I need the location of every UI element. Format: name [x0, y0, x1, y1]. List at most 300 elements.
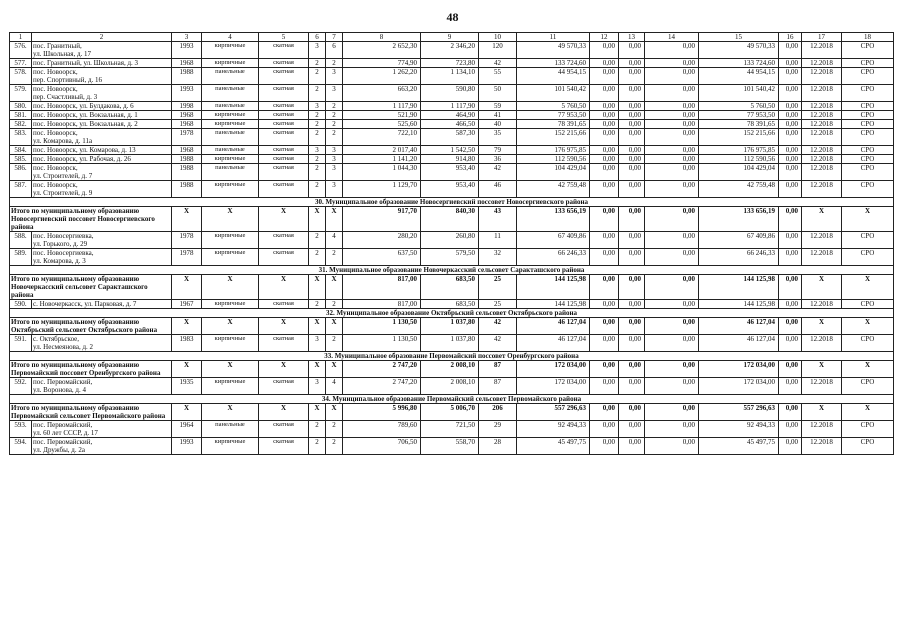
column-number-header: [10, 33, 894, 42]
table-cell: 1 130,50: [343, 335, 421, 352]
address-cell: пос. Новоорск, ул. Строителей, д. 7: [32, 164, 172, 181]
address-cell: пос. Новоорск, ул. Комарова, д. 13: [32, 146, 172, 155]
housing-register-table: [9, 32, 894, 455]
table-cell: 45 497,75: [517, 438, 590, 455]
table-cell: скатная: [259, 421, 309, 438]
table-cell: 583.: [10, 129, 32, 146]
total-cell: X: [259, 207, 309, 232]
table-cell: 590.: [10, 300, 32, 309]
table-cell: кирпичные: [202, 232, 259, 249]
address-cell: пос. Новоорск, ул. Рабочая, д. 26: [32, 155, 172, 164]
table-row: [10, 300, 894, 309]
table-row: [10, 181, 894, 198]
total-cell: 5 006,70: [421, 404, 479, 421]
column-header-cell: 12: [590, 33, 619, 42]
table-cell: 45 497,75: [699, 438, 779, 455]
table-cell: 0,00: [619, 300, 645, 309]
table-cell: 0,00: [779, 300, 802, 309]
table-cell: 0,00: [590, 102, 619, 111]
table-cell: 0,00: [619, 85, 645, 102]
table-cell: 32: [479, 249, 517, 266]
section-heading-row: [10, 352, 894, 361]
table-cell: скатная: [259, 249, 309, 266]
table-cell: 2: [309, 85, 326, 102]
table-cell: 464,90: [421, 111, 479, 120]
total-cell: X: [259, 275, 309, 300]
table-cell: 2 747,20: [343, 378, 421, 395]
table-cell: скатная: [259, 181, 309, 198]
table-cell: 1998: [172, 102, 202, 111]
table-cell: 1935: [172, 378, 202, 395]
section-heading: 33. Муниципальное образование Первомайский поссовет Оренбургского района: [10, 352, 894, 361]
table-cell: 683,50: [421, 300, 479, 309]
table-cell: 0,00: [645, 111, 699, 120]
table-cell: 1 117,90: [421, 102, 479, 111]
table-row: [10, 68, 894, 85]
total-cell: 683,50: [421, 275, 479, 300]
total-cell: 0,00: [590, 207, 619, 232]
table-cell: 112 590,56: [517, 155, 590, 164]
table-cell: 280,20: [343, 232, 421, 249]
table-cell: 101 540,42: [517, 85, 590, 102]
table-cell: 11: [479, 232, 517, 249]
address-cell: с. Октябрьское, ул. Несмеянова, д. 2: [32, 335, 172, 352]
total-cell: 5 996,80: [343, 404, 421, 421]
table-cell: 1978: [172, 249, 202, 266]
table-cell: СРО: [842, 164, 894, 181]
column-header-cell: 16: [779, 33, 802, 42]
column-header-cell: 6: [309, 33, 326, 42]
table-cell: 5 760,50: [517, 102, 590, 111]
table-cell: 0,00: [779, 232, 802, 249]
table-row: [10, 129, 894, 146]
table-cell: 3: [309, 378, 326, 395]
table-cell: 104 429,04: [517, 164, 590, 181]
table-cell: 2: [309, 421, 326, 438]
table-cell: 2: [326, 102, 343, 111]
total-label: Итого по муниципальному образованию Новосергиевский поссовет Новосергиевского района: [10, 207, 172, 232]
table-cell: скатная: [259, 120, 309, 129]
column-header-cell: 13: [619, 33, 645, 42]
table-row: [10, 155, 894, 164]
total-cell: 0,00: [619, 361, 645, 378]
total-cell: X: [172, 275, 202, 300]
table-cell: 722,10: [343, 129, 421, 146]
table-cell: 12.2018: [802, 102, 842, 111]
total-cell: 42: [479, 318, 517, 335]
table-cell: 2: [309, 59, 326, 68]
total-cell: X: [309, 404, 326, 421]
total-label: Итого по муниципальному образованию Первомайский сельсовет Первомайского района: [10, 404, 172, 421]
total-cell: X: [802, 318, 842, 335]
table-cell: 706,50: [343, 438, 421, 455]
total-cell: X: [842, 318, 894, 335]
table-cell: 3: [309, 146, 326, 155]
table-cell: 1 117,90: [343, 102, 421, 111]
total-cell: 172 034,00: [699, 361, 779, 378]
total-cell: X: [802, 404, 842, 421]
total-row: [10, 361, 894, 378]
table-cell: 582.: [10, 120, 32, 129]
table-cell: СРО: [842, 59, 894, 68]
table-cell: 2: [326, 120, 343, 129]
table-cell: 2: [309, 111, 326, 120]
table-cell: 0,00: [645, 232, 699, 249]
total-cell: X: [326, 318, 343, 335]
table-cell: панельные: [202, 102, 259, 111]
table-cell: 35: [479, 129, 517, 146]
total-cell: 133 656,19: [517, 207, 590, 232]
table-cell: 2 346,20: [421, 42, 479, 59]
table-cell: 92 494,33: [699, 421, 779, 438]
table-cell: 586.: [10, 164, 32, 181]
table-cell: 0,00: [619, 335, 645, 352]
table-cell: 594.: [10, 438, 32, 455]
table-cell: 6: [326, 42, 343, 59]
table-cell: 592.: [10, 378, 32, 395]
total-cell: 0,00: [645, 361, 699, 378]
table-cell: скатная: [259, 164, 309, 181]
table-cell: 12.2018: [802, 146, 842, 155]
table-cell: 589.: [10, 249, 32, 266]
total-cell: 557 296,63: [699, 404, 779, 421]
table-cell: 12.2018: [802, 85, 842, 102]
table-cell: 0,00: [590, 111, 619, 120]
table-cell: 3: [326, 155, 343, 164]
section-heading: 30. Муниципальное образование Новосергиевский поссовет Новосергиевского района: [10, 198, 894, 207]
table-cell: кирпичные: [202, 59, 259, 68]
table-cell: 4: [326, 378, 343, 395]
table-cell: 577.: [10, 59, 32, 68]
table-cell: 0,00: [619, 232, 645, 249]
total-cell: 0,00: [590, 275, 619, 300]
table-cell: 0,00: [779, 438, 802, 455]
table-cell: 578.: [10, 68, 32, 85]
table-cell: 12.2018: [802, 59, 842, 68]
table-row: [10, 42, 894, 59]
table-cell: СРО: [842, 85, 894, 102]
table-cell: 29: [479, 421, 517, 438]
table-cell: 12.2018: [802, 181, 842, 198]
table-cell: 1 044,30: [343, 164, 421, 181]
table-cell: 1 262,20: [343, 68, 421, 85]
table-cell: 42 759,48: [699, 181, 779, 198]
total-cell: X: [802, 361, 842, 378]
table-cell: 1968: [172, 146, 202, 155]
total-cell: 144 125,98: [699, 275, 779, 300]
table-cell: СРО: [842, 335, 894, 352]
table-cell: 172 034,00: [517, 378, 590, 395]
table-cell: СРО: [842, 42, 894, 59]
table-cell: 1988: [172, 181, 202, 198]
column-header-cell: 17: [802, 33, 842, 42]
table-cell: 87: [479, 378, 517, 395]
table-cell: СРО: [842, 181, 894, 198]
table-cell: 2: [309, 164, 326, 181]
table-cell: скатная: [259, 155, 309, 164]
table-cell: 953,40: [421, 181, 479, 198]
table-cell: 723,80: [421, 59, 479, 68]
table-cell: 67 409,86: [517, 232, 590, 249]
total-cell: 0,00: [779, 361, 802, 378]
section-heading-row: [10, 309, 894, 318]
table-cell: 0,00: [645, 155, 699, 164]
table-cell: 2: [326, 438, 343, 455]
table-cell: 0,00: [645, 42, 699, 59]
table-cell: 42: [479, 59, 517, 68]
table-cell: 0,00: [779, 146, 802, 155]
table-cell: 0,00: [779, 335, 802, 352]
table-row: [10, 164, 894, 181]
total-cell: X: [309, 275, 326, 300]
table-cell: СРО: [842, 155, 894, 164]
total-label: Итого по муниципальному образованию Новочеркасский сельсовет Саракташского района: [10, 275, 172, 300]
address-cell: с. Новочеркасск, ул. Парковая, д. 7: [32, 300, 172, 309]
total-cell: X: [172, 404, 202, 421]
total-cell: X: [259, 361, 309, 378]
address-cell: пос. Новоорск, ул. Вокзальная, д. 2: [32, 120, 172, 129]
total-cell: 0,00: [645, 318, 699, 335]
table-cell: 77 953,50: [517, 111, 590, 120]
total-cell: 46 127,04: [517, 318, 590, 335]
table-cell: 12.2018: [802, 335, 842, 352]
table-cell: 1 037,80: [421, 335, 479, 352]
table-cell: СРО: [842, 249, 894, 266]
table-cell: 25: [479, 300, 517, 309]
address-cell: пос. Новоорск, ул. Вокзальная, д. 1: [32, 111, 172, 120]
column-header-cell: 9: [421, 33, 479, 42]
table-cell: 0,00: [779, 181, 802, 198]
table-cell: кирпичные: [202, 300, 259, 309]
table-cell: скатная: [259, 102, 309, 111]
table-cell: панельные: [202, 146, 259, 155]
table-cell: 49 570,33: [517, 42, 590, 59]
table-cell: 77 953,50: [699, 111, 779, 120]
table-cell: 585.: [10, 155, 32, 164]
address-cell: пос. Новосергиевка, ул. Комарова, д. 3: [32, 249, 172, 266]
table-cell: 0,00: [590, 68, 619, 85]
table-cell: СРО: [842, 120, 894, 129]
table-cell: 49 570,33: [699, 42, 779, 59]
table-row: [10, 249, 894, 266]
address-cell: пос. Гранитный, ул. Школьная, д. 3: [32, 59, 172, 68]
table-cell: 1 129,70: [343, 181, 421, 198]
table-cell: 2: [326, 111, 343, 120]
table-cell: скатная: [259, 42, 309, 59]
table-cell: 0,00: [645, 129, 699, 146]
section-heading-row: [10, 266, 894, 275]
table-cell: 2 008,10: [421, 378, 479, 395]
table-cell: 12.2018: [802, 249, 842, 266]
table-cell: скатная: [259, 335, 309, 352]
table-cell: 817,00: [343, 300, 421, 309]
table-cell: 0,00: [590, 146, 619, 155]
table-cell: кирпичные: [202, 181, 259, 198]
total-cell: 46 127,04: [699, 318, 779, 335]
table-cell: 0,00: [590, 249, 619, 266]
column-header-cell: 14: [645, 33, 699, 42]
total-cell: 1 037,80: [421, 318, 479, 335]
total-cell: 0,00: [619, 275, 645, 300]
table-row: [10, 232, 894, 249]
table-cell: 0,00: [590, 129, 619, 146]
table-cell: скатная: [259, 59, 309, 68]
total-cell: X: [202, 275, 259, 300]
table-cell: 112 590,56: [699, 155, 779, 164]
table-row: [10, 421, 894, 438]
table-cell: 1988: [172, 164, 202, 181]
table-cell: 0,00: [779, 249, 802, 266]
table-cell: 1978: [172, 232, 202, 249]
table-cell: СРО: [842, 438, 894, 455]
table-cell: 0,00: [779, 164, 802, 181]
table-cell: 12.2018: [802, 111, 842, 120]
table-cell: СРО: [842, 146, 894, 155]
address-cell: пос. Новоорск, пер. Счастливый, д. 3: [32, 85, 172, 102]
table-cell: 2: [309, 300, 326, 309]
column-header-cell: 11: [517, 33, 590, 42]
address-cell: пос. Новоорск, пер. Спортивный, д. 16: [32, 68, 172, 85]
table-cell: 1993: [172, 42, 202, 59]
table-cell: 79: [479, 146, 517, 155]
table-cell: 66 246,33: [699, 249, 779, 266]
table-cell: 0,00: [779, 155, 802, 164]
table-cell: 152 215,66: [517, 129, 590, 146]
total-cell: X: [802, 275, 842, 300]
total-label: Итого по муниципальному образованию Октябрьский сельсовет Октябрьского района: [10, 318, 172, 335]
table-cell: 914,80: [421, 155, 479, 164]
table-cell: панельные: [202, 85, 259, 102]
table-cell: 2: [309, 438, 326, 455]
total-row: [10, 318, 894, 335]
table-cell: 0,00: [645, 68, 699, 85]
table-cell: 0,00: [645, 378, 699, 395]
table-cell: 0,00: [590, 120, 619, 129]
table-cell: 3: [309, 42, 326, 59]
table-cell: 2: [309, 232, 326, 249]
total-cell: 0,00: [779, 275, 802, 300]
table-cell: 3: [309, 335, 326, 352]
table-cell: кирпичные: [202, 249, 259, 266]
table-cell: 0,00: [645, 85, 699, 102]
table-cell: 40: [479, 120, 517, 129]
table-cell: 525,60: [343, 120, 421, 129]
table-cell: 0,00: [645, 102, 699, 111]
total-cell: 917,70: [343, 207, 421, 232]
table-cell: 590,80: [421, 85, 479, 102]
table-cell: 584.: [10, 146, 32, 155]
table-cell: 1967: [172, 300, 202, 309]
table-row: [10, 102, 894, 111]
table-cell: 576.: [10, 42, 32, 59]
total-row: [10, 275, 894, 300]
table-cell: 104 429,04: [699, 164, 779, 181]
table-cell: панельные: [202, 129, 259, 146]
address-cell: пос. Новосергиевка, ул. Горького, д. 29: [32, 232, 172, 249]
table-cell: 42: [479, 164, 517, 181]
table-cell: 46 127,04: [517, 335, 590, 352]
total-cell: 0,00: [590, 404, 619, 421]
table-cell: 0,00: [779, 59, 802, 68]
table-cell: 0,00: [619, 42, 645, 59]
table-cell: 558,70: [421, 438, 479, 455]
column-header-cell: 5: [259, 33, 309, 42]
total-cell: 0,00: [590, 361, 619, 378]
table-cell: 78 391,65: [699, 120, 779, 129]
table-cell: 0,00: [645, 120, 699, 129]
table-cell: 0,00: [779, 102, 802, 111]
table-row: [10, 438, 894, 455]
table-cell: скатная: [259, 378, 309, 395]
table-cell: кирпичные: [202, 111, 259, 120]
total-cell: X: [202, 318, 259, 335]
table-cell: 12.2018: [802, 120, 842, 129]
table-cell: 152 215,66: [699, 129, 779, 146]
table-cell: 0,00: [645, 181, 699, 198]
table-cell: 1978: [172, 129, 202, 146]
table-cell: 0,00: [590, 85, 619, 102]
total-cell: 0,00: [779, 404, 802, 421]
total-cell: 0,00: [619, 318, 645, 335]
total-cell: 144 125,98: [517, 275, 590, 300]
table-cell: 12.2018: [802, 421, 842, 438]
total-cell: X: [172, 207, 202, 232]
address-cell: пос. Первомайский, ул. Воронова, д. 4: [32, 378, 172, 395]
table-cell: 591.: [10, 335, 32, 352]
total-cell: X: [309, 207, 326, 232]
table-cell: 3: [326, 85, 343, 102]
table-cell: 2: [326, 335, 343, 352]
table-cell: 176 975,85: [517, 146, 590, 155]
table-cell: 0,00: [619, 146, 645, 155]
column-header-cell: 8: [343, 33, 421, 42]
total-cell: 0,00: [619, 207, 645, 232]
table-cell: 0,00: [590, 232, 619, 249]
table-cell: 12.2018: [802, 232, 842, 249]
table-cell: скатная: [259, 68, 309, 85]
table-cell: 0,00: [590, 42, 619, 59]
table-cell: 2: [326, 300, 343, 309]
total-cell: X: [842, 404, 894, 421]
total-cell: X: [202, 361, 259, 378]
address-cell: пос. Новоорск, ул. Булдакова, д. 6: [32, 102, 172, 111]
total-cell: 0,00: [619, 404, 645, 421]
table-cell: 1968: [172, 120, 202, 129]
table-cell: 120: [479, 42, 517, 59]
table-cell: скатная: [259, 232, 309, 249]
total-cell: 840,30: [421, 207, 479, 232]
table-cell: 55: [479, 68, 517, 85]
table-cell: 78 391,65: [517, 120, 590, 129]
table-cell: 0,00: [619, 111, 645, 120]
table-cell: 12.2018: [802, 164, 842, 181]
table-cell: 1968: [172, 111, 202, 120]
table-cell: СРО: [842, 102, 894, 111]
address-cell: пос. Новоорск, ул. Строителей, д. 9: [32, 181, 172, 198]
total-cell: 0,00: [645, 404, 699, 421]
total-cell: 0,00: [645, 275, 699, 300]
table-cell: 2: [309, 181, 326, 198]
table-cell: 3: [326, 164, 343, 181]
total-cell: X: [842, 207, 894, 232]
table-cell: панельные: [202, 164, 259, 181]
table-cell: 1988: [172, 68, 202, 85]
table-cell: 2 652,30: [343, 42, 421, 59]
total-cell: 206: [479, 404, 517, 421]
table-cell: скатная: [259, 129, 309, 146]
table-cell: 3: [326, 181, 343, 198]
table-cell: 44 954,15: [517, 68, 590, 85]
